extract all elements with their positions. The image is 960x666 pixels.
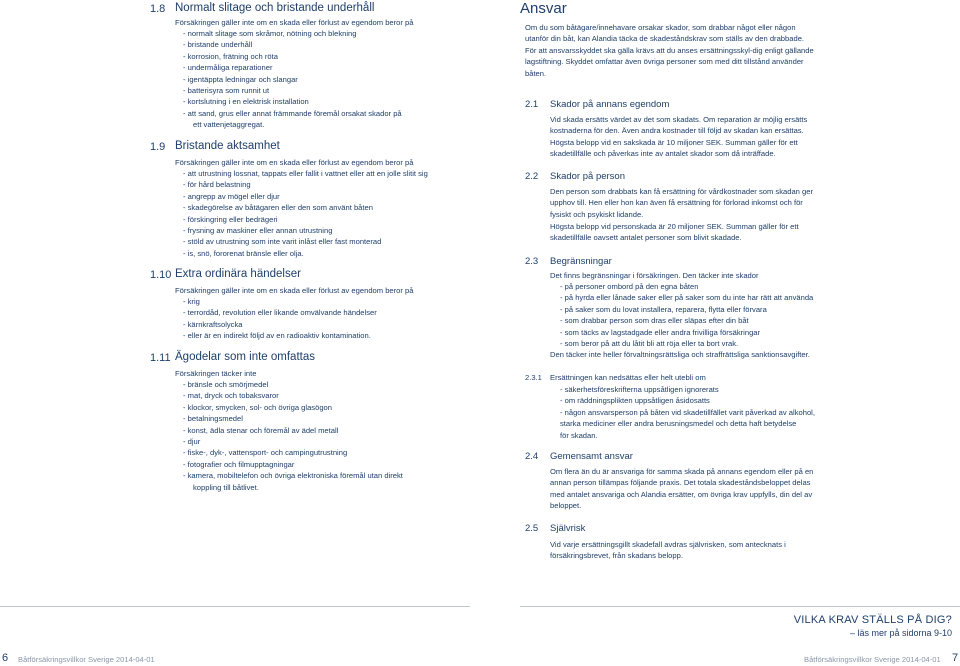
- page-number-right: 7: [952, 652, 959, 664]
- list-item: - angrepp av mögel eller djur: [183, 191, 280, 201]
- list-item: - terrordåd, revolution eller likande omvälvande händelser: [183, 308, 377, 318]
- list-item: - is, snö, fororenat bränsle eller olja.: [183, 248, 304, 258]
- list-item: - kärnkraftsolycka: [183, 319, 243, 329]
- list-item: starka mediciner eller andra berusningsmedel och detta haft betydelse: [560, 419, 797, 429]
- section-intro: Det finns begränsningar i försäkringen. Den täcker inte skador: [550, 271, 759, 280]
- section-intro: Försäkringen gäller inte om en skada eller förlust av egendom beror på: [175, 158, 414, 167]
- list-item: - bränsle och smörjmedel: [183, 380, 269, 389]
- section-title: Självrisk: [550, 523, 586, 534]
- list-item: - stöld av utrustning som inte varit inlåst eller fast monterad: [183, 237, 382, 247]
- cross-reference-link[interactable]: – läs mer på sidorna 9-10: [849, 628, 952, 638]
- list-item: - som täcks av lagstadgade eller andra frivilliga försäkringar: [560, 327, 761, 337]
- list-item: - att utrustning lossnat, tappats eller fallit i vattnet eller att en jolle slitit sig: [183, 169, 428, 178]
- footer-divider: [0, 606, 470, 607]
- section-title: Ersättningen kan nedsättas eller helt utebli om: [550, 373, 706, 382]
- list-item: - förskingring eller bedrägeri: [183, 214, 278, 224]
- page-number-left: 6: [2, 652, 9, 664]
- list-item: - betalningsmedel: [183, 414, 243, 424]
- cross-reference-title: VILKA KRAV STÄLLS PÅ DIG?: [793, 614, 952, 626]
- section-text: Den person som drabbats kan få ersättning för vårdkostnader som skadan ger upphov till. Hen eller hon kan även få ersättning för förlorad inkomst och för fysiskt och psykiskt lidande.: [550, 187, 813, 219]
- list-item: - mat, dryck och tobaksvaror: [183, 391, 279, 401]
- section-title: Ägodelar som inte omfattas: [175, 351, 315, 363]
- section-intro: Försäkringen gäller inte om en skada eller förlust av egendom beror på: [175, 286, 414, 295]
- exclusion-list: [183, 168, 428, 259]
- list-item: - om räddningsplikten uppsåtligen åsidosatts: [560, 396, 710, 406]
- list-item: - frysning av maskiner eller annan utrustning: [183, 225, 333, 235]
- list-item: - korrosion, frätning och röta: [183, 51, 278, 61]
- section-intro: Försäkringen gäller inte om en skada eller förlust av egendom beror på: [175, 18, 414, 27]
- list-item: - eller är en indirekt följd av en radioaktiv kontamination.: [183, 331, 371, 341]
- footer-divider: [520, 606, 960, 607]
- section-text: Om flera än du är ansvariga för samma skada på annans egendom eller på en annan person tillämpas följande praxis. Det totala skadeståndsbeloppet delas med antalet ansvariga och Alandia ersätter, om övriga krav uppfylls, din del av beloppet.: [550, 467, 814, 511]
- section-text-2: Högsta belopp vid personskada är 20 miljoner SEK. Summan gäller för ett skadetillfälle oavsett antalet personer som blivit skadade.: [550, 222, 799, 243]
- section-outro: Den täcker inte heller förvaltningsrättsliga och straffrättsliga sanktionsavgifter.: [550, 350, 810, 359]
- list-item: - som beror på att du låtit bli att röja eller ta bort vrak.: [560, 338, 739, 348]
- exclusion-list: [183, 296, 377, 342]
- list-item: - på personer ombord på den egna båten: [560, 282, 699, 291]
- list-item: - fotografier och filmupptagningar: [183, 459, 295, 469]
- exclusion-list: [183, 28, 402, 131]
- section-title: Begränsningar: [550, 256, 612, 267]
- section-intro: Försäkringen täcker inte: [175, 369, 257, 378]
- list-item: ett vattenjetaggregat.: [193, 120, 265, 130]
- cross-reference: [794, 614, 952, 638]
- section-number: 2.1: [525, 99, 539, 110]
- limitation-list: [560, 281, 813, 349]
- list-item: - undermåliga reparationer: [183, 63, 273, 73]
- list-item: - fiske-, dyk-, vattensport- och campingutrustning: [183, 448, 348, 458]
- section-number: 1.11: [150, 352, 171, 364]
- list-item: - djur: [183, 436, 201, 446]
- section-title: Extra ordinära händelser: [175, 268, 301, 280]
- list-item: - på saker som du lovat installera, reparera, flytta eller förvara: [560, 304, 767, 314]
- section-number: 2.3.1: [525, 373, 542, 382]
- section-number: 2.4: [525, 451, 539, 462]
- list-item: - kortslutning i en elektrisk installation: [183, 97, 309, 107]
- reduction-list: [560, 384, 815, 441]
- section-title: Skador på annans egendom: [550, 99, 670, 110]
- list-item: - kamera, mobiltelefon och övriga elektroniska föremål utan direkt: [183, 471, 403, 481]
- list-item: - skadegörelse av båtägaren eller den som använt båten: [183, 203, 373, 213]
- section-number: 2.2: [525, 171, 539, 182]
- list-item: - för hård belastning: [183, 180, 251, 190]
- list-item: - konst, ädla stenar och föremål av ädel metall: [183, 425, 339, 435]
- intro-paragraph: Om du som båtägare/innehavare orsakar skador, som drabbar något eller någon utanför din båt, kan Alandia täcka de skadeståndskrav som ställs av den drabbade. För att ansvarsskyddet ska gälla krävs att du anses ersättningsskyl-dig enligt gällande lagstiftning. Skyddet omfattar även övriga personer som med ditt tillstånd använder båten.: [525, 23, 814, 78]
- section-number: 1.9: [150, 141, 166, 153]
- section-title: Normalt slitage och bristande underhåll: [175, 2, 375, 14]
- list-item: koppling till båtlivet.: [193, 482, 259, 492]
- list-item: - som drabbar person som dras eller släpas efter din båt: [560, 316, 749, 326]
- list-item: - bristande underhåll: [183, 40, 253, 50]
- list-item: - batterisyra som runnit ut: [183, 85, 270, 95]
- footer-text-right: Båtförsäkringsvillkor Sverige 2014-04-01: [804, 655, 941, 664]
- section-number: 1.8: [150, 3, 166, 15]
- list-item: - igentäppta ledningar och slangar: [183, 74, 298, 84]
- list-item: - krig: [183, 297, 200, 306]
- footer-text-left: Båtförsäkringsvillkor Sverige 2014-04-01: [18, 655, 155, 664]
- list-item: - att sand, grus eller annat främmande föremål orsakat skador på: [183, 108, 402, 118]
- list-item: - klockor, smycken, sol- och övriga glasögon: [183, 402, 332, 412]
- exclusion-list: [183, 379, 403, 493]
- section-number: 2.3: [525, 256, 539, 267]
- list-item: - på hyrda eller lånade saker eller på saker som du inte har rätt att använda: [560, 293, 814, 303]
- list-item: - någon ansvarsperson på båten vid skadetillfället varit påverkad av alkohol,: [560, 407, 815, 417]
- section-title: Gemensamt ansvar: [550, 451, 633, 462]
- list-item: - säkerhetsföreskrifterna uppsåtligen ignorerats: [560, 385, 719, 394]
- list-item: för skadan.: [560, 430, 598, 440]
- page-title: Ansvar: [520, 0, 567, 17]
- section-number: 1.10: [150, 269, 172, 281]
- list-item: - normalt slitage som skråmor, nötning och blekning: [183, 29, 357, 38]
- section-text: Vid varje ersättningsgillt skadefall avdras självrisken, som antecknats i försäkringsbrevet, från skadans belopp.: [550, 540, 786, 561]
- section-title: Bristande aktsamhet: [175, 140, 280, 152]
- section-title: Skador på person: [550, 171, 625, 182]
- section-number: 2.5: [525, 523, 539, 534]
- section-text: Vid skada ersätts värdet av det som skadats. Om reparation är möjlig ersätts kostnaderna för den. Även andra kostnader till följd av skadan kan ersättas. Högsta belopp vid en sakskada är 10 miljoner SEK. Summan gäller för ett skadetillfälle och påverkas inte av antalet skador som då inträffade.: [550, 115, 808, 159]
